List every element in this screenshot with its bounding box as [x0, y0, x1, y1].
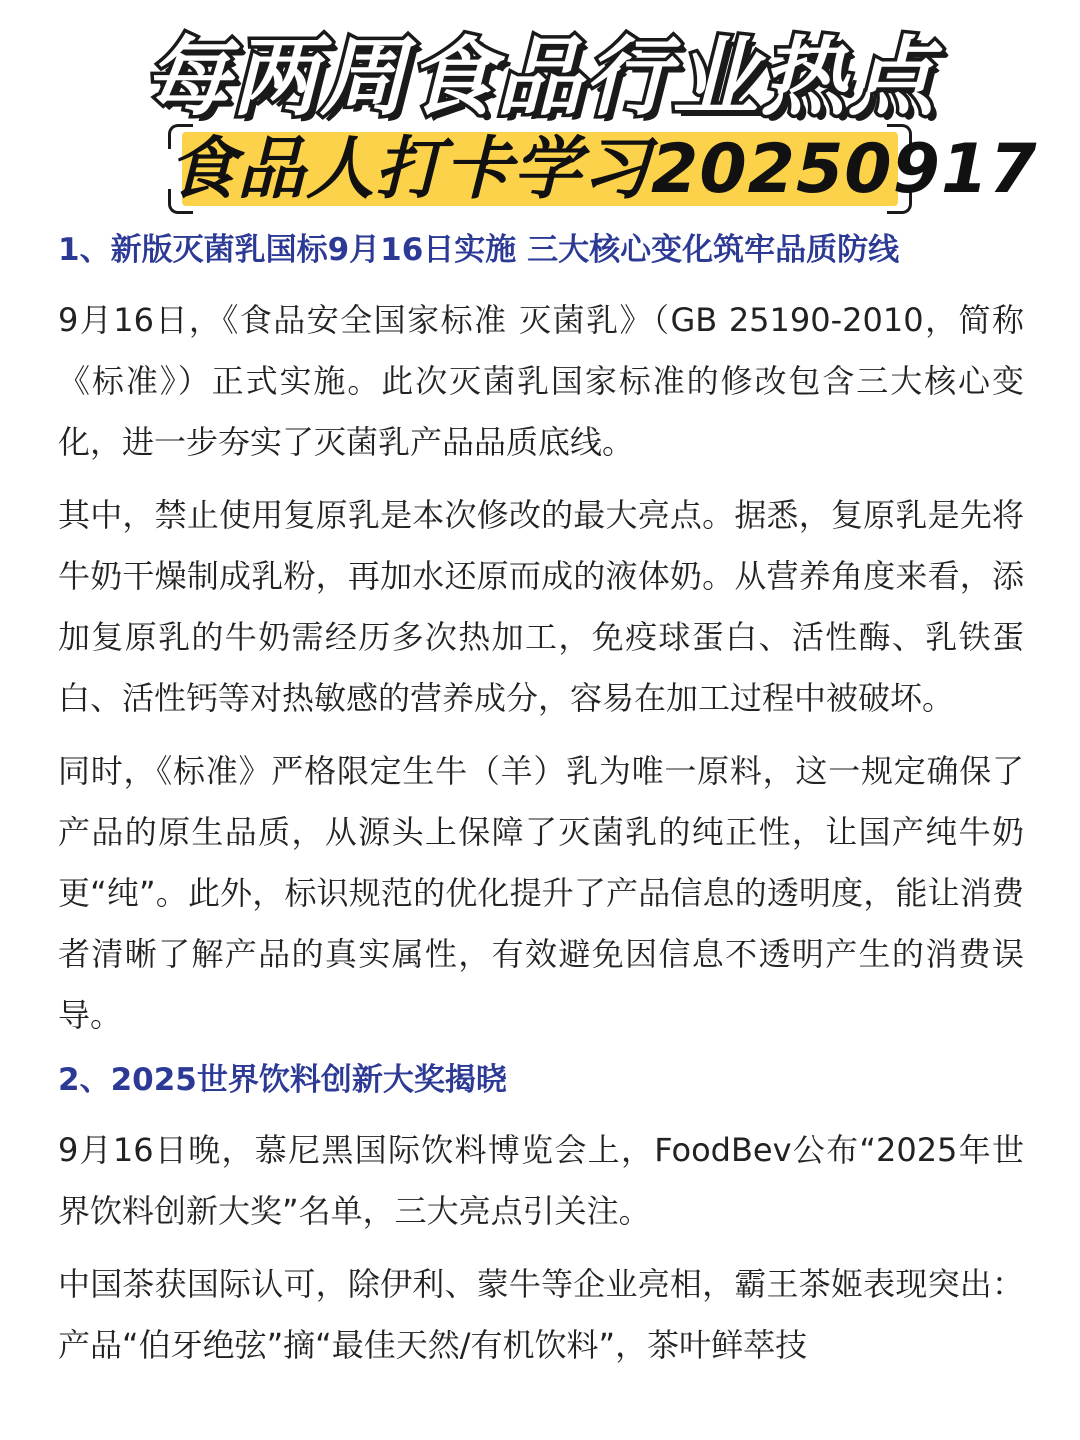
- section-1-paragraph-1: 9月16日，《食品安全国家标准 灭菌乳》（GB 25190-2010，简称《标准》）正式实施。此次灭菌乳国家标准的修改包含三大核心变化，进一步夯实了灭菌乳产品品质底线。: [58, 301, 1024, 461]
- title-banner: [0, 0, 1080, 228]
- main-title: 每两周食品行业热点: [144, 28, 936, 128]
- section-1-title: 1、新版灭菌乳国标9月16日实施 三大核心变化筑牢品质防线: [58, 232, 900, 268]
- article-body: [58, 224, 1024, 1388]
- section-2-paragraph-1: 9月16日晚，慕尼黑国际饮料博览会上，FoodBev公布“2025年世界饮料创新大奖”名单，三大亮点引关注。: [58, 1131, 1024, 1230]
- section-1-paragraph-3: 同时，《标准》严格限定生牛（羊）乳为唯一原料，这一规定确保了产品的原生品质，从源头上保障了灭菌乳的纯正性，让国产纯牛奶更“纯”。此外，标识规范的优化提升了产品信息的透明度，能让消费者清晰了解产品的真实属性，有效避免因信息不透明产生的消费误导。: [58, 752, 1024, 1034]
- section-1-paragraph-2: 其中，禁止使用复原乳是本次修改的最大亮点。据悉，复原乳是先将牛奶干燥制成乳粉，再加水还原而成的液体奶。从营养角度来看，添加复原乳的牛奶需经历多次热加工，免疫球蛋白、活性酶、乳铁蛋白、活性钙等对热敏感的营养成分，容易在加工过程中被破坏。: [58, 496, 1024, 717]
- subtitle-badge: [168, 124, 1038, 214]
- subtitle: 食品人打卡学习20250917: [168, 130, 1038, 209]
- section-2-title: 2、2025世界饮料创新大奖揭晓: [58, 1062, 507, 1098]
- section-2-paragraph-2: 中国茶获国际认可，除伊利、蒙牛等企业亮相，霸王茶姬表现突出：产品“伯牙绝弦”摘“最佳天然/有机饮料”，茶叶鲜萃技: [58, 1265, 1024, 1364]
